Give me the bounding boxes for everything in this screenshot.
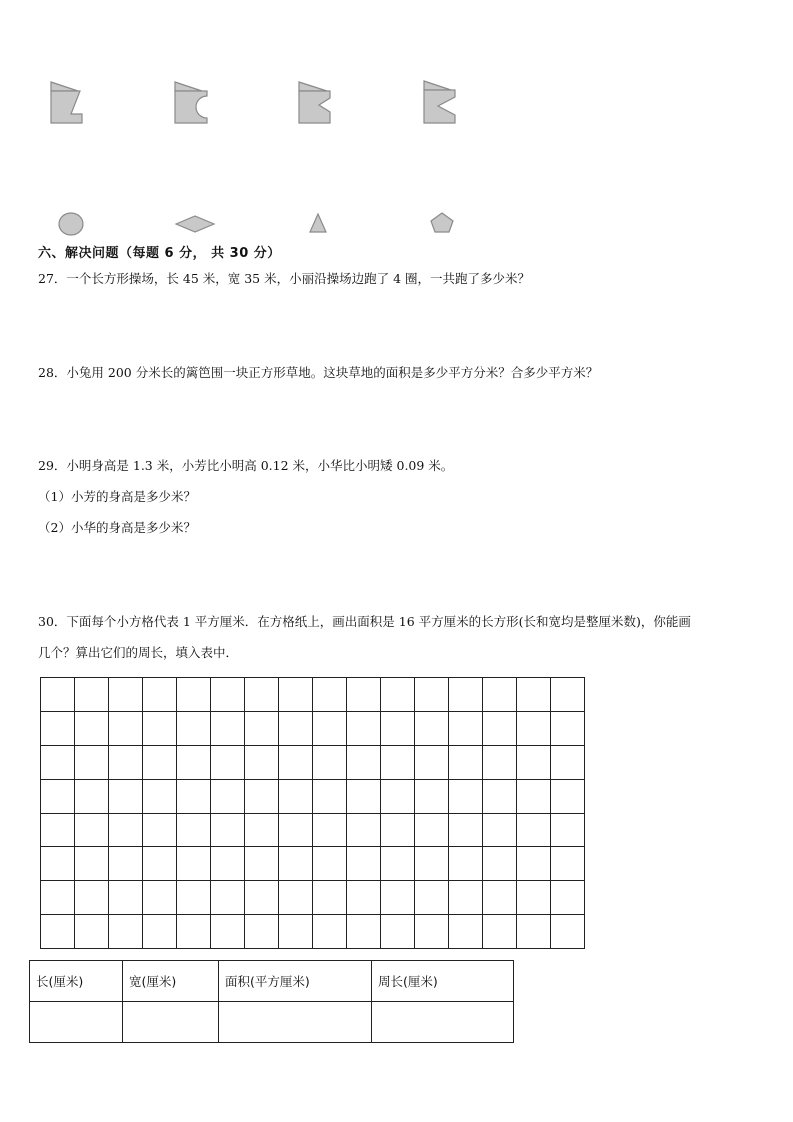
- grid-cell[interactable]: [551, 847, 585, 881]
- grid-cell[interactable]: [551, 779, 585, 813]
- grid-cell[interactable]: [415, 678, 449, 712]
- grid-cell[interactable]: [449, 745, 483, 779]
- grid-row: [41, 678, 585, 712]
- grid-cell[interactable]: [483, 678, 517, 712]
- grid-cell[interactable]: [517, 881, 551, 915]
- grid-cell[interactable]: [449, 678, 483, 712]
- grid-cell[interactable]: [483, 847, 517, 881]
- grid-cell[interactable]: [483, 745, 517, 779]
- grid-cell[interactable]: [177, 678, 211, 712]
- grid-cell[interactable]: [177, 779, 211, 813]
- grid-cell[interactable]: [347, 813, 381, 847]
- header-width: 宽(厘米): [123, 961, 219, 1002]
- grid-cell[interactable]: [143, 813, 177, 847]
- grid-cell[interactable]: [245, 711, 279, 745]
- grid-cell[interactable]: [279, 678, 313, 712]
- grid-cell[interactable]: [211, 745, 245, 779]
- grid-cell[interactable]: [381, 678, 415, 712]
- grid-cell[interactable]: [449, 711, 483, 745]
- grid-cell[interactable]: [347, 711, 381, 745]
- grid-cell[interactable]: [143, 711, 177, 745]
- grid-cell[interactable]: [211, 881, 245, 915]
- grid-cell[interactable]: [483, 813, 517, 847]
- grid-row: [41, 881, 585, 915]
- grid-cell[interactable]: [279, 813, 313, 847]
- grid-cell[interactable]: [415, 881, 449, 915]
- grid-cell[interactable]: [483, 881, 517, 915]
- grid-cell[interactable]: [143, 847, 177, 881]
- answer-table: [29, 960, 514, 1043]
- figure-area: [0, 0, 793, 240]
- grid-cell[interactable]: [75, 678, 109, 712]
- grid-cell[interactable]: [347, 847, 381, 881]
- grid-cell[interactable]: [483, 915, 517, 949]
- grid-cell[interactable]: [449, 847, 483, 881]
- result-pentagon: [431, 213, 453, 232]
- grid-cell[interactable]: [381, 711, 415, 745]
- folded-shape-1: [51, 82, 82, 123]
- grid-cell[interactable]: [313, 678, 347, 712]
- grid-cell[interactable]: [313, 881, 347, 915]
- question-30-line-1: 30．下面每个小方格代表 1 平方厘米．在方格纸上，画出面积是 16 平方厘米的长方形(长和宽均是整厘米数)，你能画: [38, 614, 691, 629]
- grid-cell[interactable]: [177, 711, 211, 745]
- grid-cell[interactable]: [109, 881, 143, 915]
- answer-table-blank-row: [30, 1002, 514, 1043]
- grid-cell[interactable]: [551, 678, 585, 712]
- grid-cell[interactable]: [279, 779, 313, 813]
- grid-cell[interactable]: [109, 745, 143, 779]
- grid-cell[interactable]: [415, 779, 449, 813]
- grid-cell[interactable]: [347, 745, 381, 779]
- grid-cell[interactable]: [517, 711, 551, 745]
- question-29-part-2: （2）小华的身高是多少米？: [38, 520, 196, 535]
- grid-cell[interactable]: [75, 847, 109, 881]
- grid-cell[interactable]: [109, 711, 143, 745]
- grid-cell[interactable]: [449, 915, 483, 949]
- grid-cell[interactable]: [245, 847, 279, 881]
- result-circle: [59, 213, 83, 235]
- grid-cell[interactable]: [245, 745, 279, 779]
- result-triangle: [310, 214, 326, 232]
- grid-cell[interactable]: [75, 779, 109, 813]
- grid-cell[interactable]: [347, 915, 381, 949]
- grid-cell[interactable]: [143, 881, 177, 915]
- grid-cell[interactable]: [517, 813, 551, 847]
- grid-cell[interactable]: [551, 881, 585, 915]
- grid-cell[interactable]: [41, 847, 75, 881]
- grid-cell[interactable]: [143, 779, 177, 813]
- grid-cell[interactable]: [143, 678, 177, 712]
- grid-cell[interactable]: [41, 915, 75, 949]
- grid-cell[interactable]: [347, 678, 381, 712]
- square-grid[interactable]: [40, 677, 585, 949]
- answer-cell[interactable]: [372, 1002, 514, 1043]
- grid-row: [41, 711, 585, 745]
- grid-cell[interactable]: [517, 745, 551, 779]
- grid-cell[interactable]: [381, 847, 415, 881]
- grid-cell[interactable]: [143, 745, 177, 779]
- grid-cell[interactable]: [449, 779, 483, 813]
- grid-cell[interactable]: [279, 745, 313, 779]
- grid-cell[interactable]: [245, 915, 279, 949]
- grid-cell[interactable]: [313, 813, 347, 847]
- grid-cell[interactable]: [347, 779, 381, 813]
- grid-cell[interactable]: [75, 711, 109, 745]
- grid-cell[interactable]: [449, 881, 483, 915]
- grid-cell[interactable]: [415, 915, 449, 949]
- grid-cell[interactable]: [109, 813, 143, 847]
- grid-cell[interactable]: [177, 745, 211, 779]
- grid-row: [41, 779, 585, 813]
- grid-cell[interactable]: [245, 881, 279, 915]
- answer-table-header-row: [30, 961, 514, 1002]
- grid-cell[interactable]: [245, 779, 279, 813]
- grid-cell[interactable]: [381, 813, 415, 847]
- grid-cell[interactable]: [211, 779, 245, 813]
- grid-row: [41, 847, 585, 881]
- grid-cell[interactable]: [313, 847, 347, 881]
- grid-cell[interactable]: [483, 779, 517, 813]
- grid-cell[interactable]: [143, 915, 177, 949]
- grid-cell[interactable]: [245, 813, 279, 847]
- grid-cell[interactable]: [279, 711, 313, 745]
- grid-cell[interactable]: [41, 711, 75, 745]
- grid-cell[interactable]: [347, 881, 381, 915]
- grid-cell[interactable]: [41, 779, 75, 813]
- grid-cell[interactable]: [75, 915, 109, 949]
- grid-cell[interactable]: [381, 779, 415, 813]
- grid-cell[interactable]: [75, 745, 109, 779]
- grid-cell[interactable]: [41, 678, 75, 712]
- result-diamond: [176, 216, 214, 232]
- grid-cell[interactable]: [211, 915, 245, 949]
- grid-cell[interactable]: [75, 881, 109, 915]
- grid-cell[interactable]: [177, 881, 211, 915]
- grid-cell[interactable]: [381, 915, 415, 949]
- section-title: 六、解决问题（每题 6 分， 共 30 分）: [38, 246, 281, 261]
- grid-cell[interactable]: [415, 711, 449, 745]
- grid-cell[interactable]: [551, 711, 585, 745]
- question-28: 28．小兔用 200 分米长的篱笆围一块正方形草地。这块草地的面积是多少平方分米？合多少平方米？: [38, 365, 599, 380]
- answer-cell[interactable]: [219, 1002, 372, 1043]
- grid-cell[interactable]: [279, 881, 313, 915]
- answer-cell[interactable]: [30, 1002, 123, 1043]
- grid-cell[interactable]: [517, 915, 551, 949]
- grid-cell[interactable]: [517, 779, 551, 813]
- folded-shape-2: [175, 82, 207, 123]
- folded-shape-3: [299, 82, 330, 123]
- grid-cell[interactable]: [551, 745, 585, 779]
- grid-cell[interactable]: [449, 813, 483, 847]
- grid-cell[interactable]: [483, 711, 517, 745]
- grid-cell[interactable]: [245, 678, 279, 712]
- grid-cell[interactable]: [517, 678, 551, 712]
- grid-cell[interactable]: [415, 745, 449, 779]
- grid-cell[interactable]: [41, 881, 75, 915]
- grid-cell[interactable]: [279, 847, 313, 881]
- grid-cell[interactable]: [517, 847, 551, 881]
- grid-cell[interactable]: [313, 915, 347, 949]
- answer-cell[interactable]: [123, 1002, 219, 1043]
- grid-cell[interactable]: [381, 881, 415, 915]
- grid-cell[interactable]: [41, 745, 75, 779]
- grid-cell[interactable]: [415, 847, 449, 881]
- grid-cell[interactable]: [279, 915, 313, 949]
- grid-cell[interactable]: [313, 711, 347, 745]
- grid-cell[interactable]: [211, 847, 245, 881]
- grid-cell[interactable]: [313, 779, 347, 813]
- grid-cell[interactable]: [551, 915, 585, 949]
- grid-cell[interactable]: [177, 915, 211, 949]
- grid-cell[interactable]: [177, 813, 211, 847]
- grid-row: [41, 745, 585, 779]
- folded-shape-4: [424, 81, 455, 123]
- grid-cell[interactable]: [211, 711, 245, 745]
- question-27: 27．一个长方形操场，长 45 米，宽 35 米，小丽沿操场边跑了 4 圈，一共跑了多少米？: [38, 271, 531, 286]
- grid-cell[interactable]: [109, 915, 143, 949]
- grid-row: [41, 915, 585, 949]
- grid-cell[interactable]: [177, 847, 211, 881]
- question-30-line-2: 几个？算出它们的周长，填入表中．: [38, 645, 239, 660]
- question-29-part-1: （1）小芳的身高是多少米？: [38, 489, 196, 504]
- grid-cell[interactable]: [551, 813, 585, 847]
- grid-cell[interactable]: [211, 678, 245, 712]
- grid-cell[interactable]: [109, 847, 143, 881]
- grid-cell[interactable]: [313, 745, 347, 779]
- question-29: 29．小明身高是 1.3 米，小芳比小明高 0.12 米，小华比小明矮 0.09 米。: [38, 458, 454, 473]
- grid-cell[interactable]: [381, 745, 415, 779]
- header-perimeter: 周长(厘米): [372, 961, 514, 1002]
- grid-cell[interactable]: [109, 779, 143, 813]
- grid-row: [41, 813, 585, 847]
- grid-cell[interactable]: [211, 813, 245, 847]
- grid-cell[interactable]: [41, 813, 75, 847]
- grid-cell[interactable]: [415, 813, 449, 847]
- header-length: 长(厘米): [30, 961, 123, 1002]
- grid-cell[interactable]: [75, 813, 109, 847]
- header-area: 面积(平方厘米): [219, 961, 372, 1002]
- grid-cell[interactable]: [109, 678, 143, 712]
